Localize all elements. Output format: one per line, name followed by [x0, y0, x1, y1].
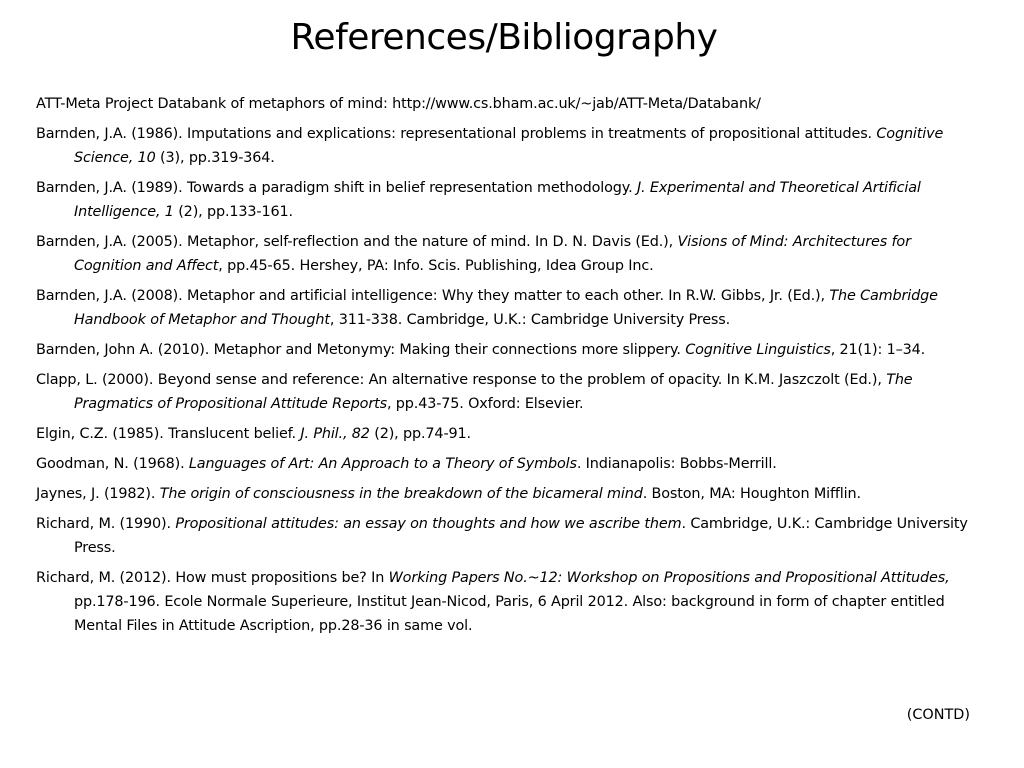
- reference-text-segment: (2), pp.74-91.: [369, 426, 471, 442]
- reference-item: [36, 512, 976, 560]
- reference-item: [36, 176, 976, 224]
- continued-label: (CONTD): [906, 707, 970, 723]
- reference-text-segment: (2), pp.133-161.: [173, 204, 293, 220]
- reference-text-segment: (3), pp.319-364.: [155, 150, 275, 166]
- reference-italic-segment: Working Papers No.~12: Workshop on Propositions and Propositional Attitudes,: [388, 570, 950, 586]
- reference-list: [36, 92, 976, 644]
- reference-text-segment: Richard, M. (1990).: [36, 516, 176, 532]
- reference-item: [36, 482, 976, 506]
- reference-item: [36, 284, 976, 332]
- reference-text-segment: Barnden, John A. (2010). Metaphor and Metonymy: Making their connections more slippery.: [36, 342, 686, 358]
- reference-item: [36, 422, 976, 446]
- reference-text-segment: Barnden, J.A. (1989). Towards a paradigm shift in belief representation methodology.: [36, 180, 637, 196]
- reference-item: [36, 566, 976, 638]
- reference-item: [36, 122, 976, 170]
- reference-text-segment: Richard, M. (2012). How must propositions be? In: [36, 570, 389, 586]
- reference-item: [36, 338, 976, 362]
- reference-text-segment: . Indianapolis: Bobbs-Merrill.: [576, 456, 777, 472]
- reference-text-segment: , pp.43-75. Oxford: Elsevier.: [386, 396, 584, 412]
- reference-text-segment: Jaynes, J. (1982).: [36, 486, 160, 502]
- reference-text-segment: Clapp, L. (2000). Beyond sense and reference: An alternative response to the problem of opacity. In K.M. Jaszczolt (Ed.),: [36, 372, 887, 388]
- reference-text-segment: , pp.45-65. Hershey, PA: Info. Scis. Publishing, Idea Group Inc.: [218, 258, 654, 274]
- reference-item: [36, 452, 976, 476]
- reference-text-segment: Goodman, N. (1968).: [36, 456, 189, 472]
- reference-item: [36, 92, 976, 116]
- reference-text-segment: Elgin, C.Z. (1985). Translucent belief.: [36, 426, 301, 442]
- reference-italic-segment: J. Phil., 82: [300, 426, 370, 442]
- reference-italic-segment: Cognitive Science, 10: [74, 126, 944, 166]
- reference-text-segment: , 311-338. Cambridge, U.K.: Cambridge University Press.: [329, 312, 731, 328]
- slide-title: References/Bibliography: [290, 17, 718, 58]
- reference-text-segment: . Cambridge, U.K.: Cambridge University Press.: [74, 516, 968, 556]
- reference-text-segment: ATT-Meta Project Databank of metaphors of mind: http://www.cs.bham.ac.uk/~jab/ATT-Meta/Databank/: [36, 96, 761, 112]
- reference-text-segment: Barnden, J.A. (1986). Imputations and explications: representational problems in treatments of propositional attitudes.: [36, 126, 877, 142]
- reference-italic-segment: The Cambridge Handbook of Metaphor and Thought: [74, 288, 938, 328]
- reference-italic-segment: Cognitive Linguistics: [685, 342, 831, 358]
- reference-text-segment: Barnden, J.A. (2005). Metaphor, self-reflection and the nature of mind. In D. N. Davis (Ed.),: [36, 234, 678, 250]
- reference-italic-segment: Visions of Mind: Architectures for Cognition and Affect: [74, 234, 911, 274]
- reference-item: [36, 230, 976, 278]
- reference-italic-segment: J. Experimental and Theoretical Artificial Intelligence, 1: [74, 180, 921, 220]
- reference-text-segment: Barnden, J.A. (2008). Metaphor and artificial intelligence: Why they matter to each other. In R.W. Gibbs, Jr. (Ed.),: [36, 288, 830, 304]
- reference-italic-segment: Languages of Art: An Approach to a Theory of Symbols: [188, 456, 577, 472]
- reference-italic-segment: The Pragmatics of Propositional Attitude Reports: [74, 372, 913, 412]
- reference-item: [36, 368, 976, 416]
- reference-text-segment: pp.178-196. Ecole Normale Superieure, Institut Jean-Nicod, Paris, 6 April 2012. Also: background in form of chapter entitled Mental Files in Attitude Ascription, pp.28-36 in same vol.: [74, 594, 945, 634]
- reference-italic-segment: The origin of consciousness in the breakdown of the bicameral mind: [159, 486, 643, 502]
- reference-italic-segment: Propositional attitudes: an essay on thoughts and how we ascribe them: [175, 516, 682, 532]
- reference-text-segment: . Boston, MA: Houghton Mifflin.: [642, 486, 861, 502]
- reference-text-segment: , 21(1): 1–34.: [830, 342, 926, 358]
